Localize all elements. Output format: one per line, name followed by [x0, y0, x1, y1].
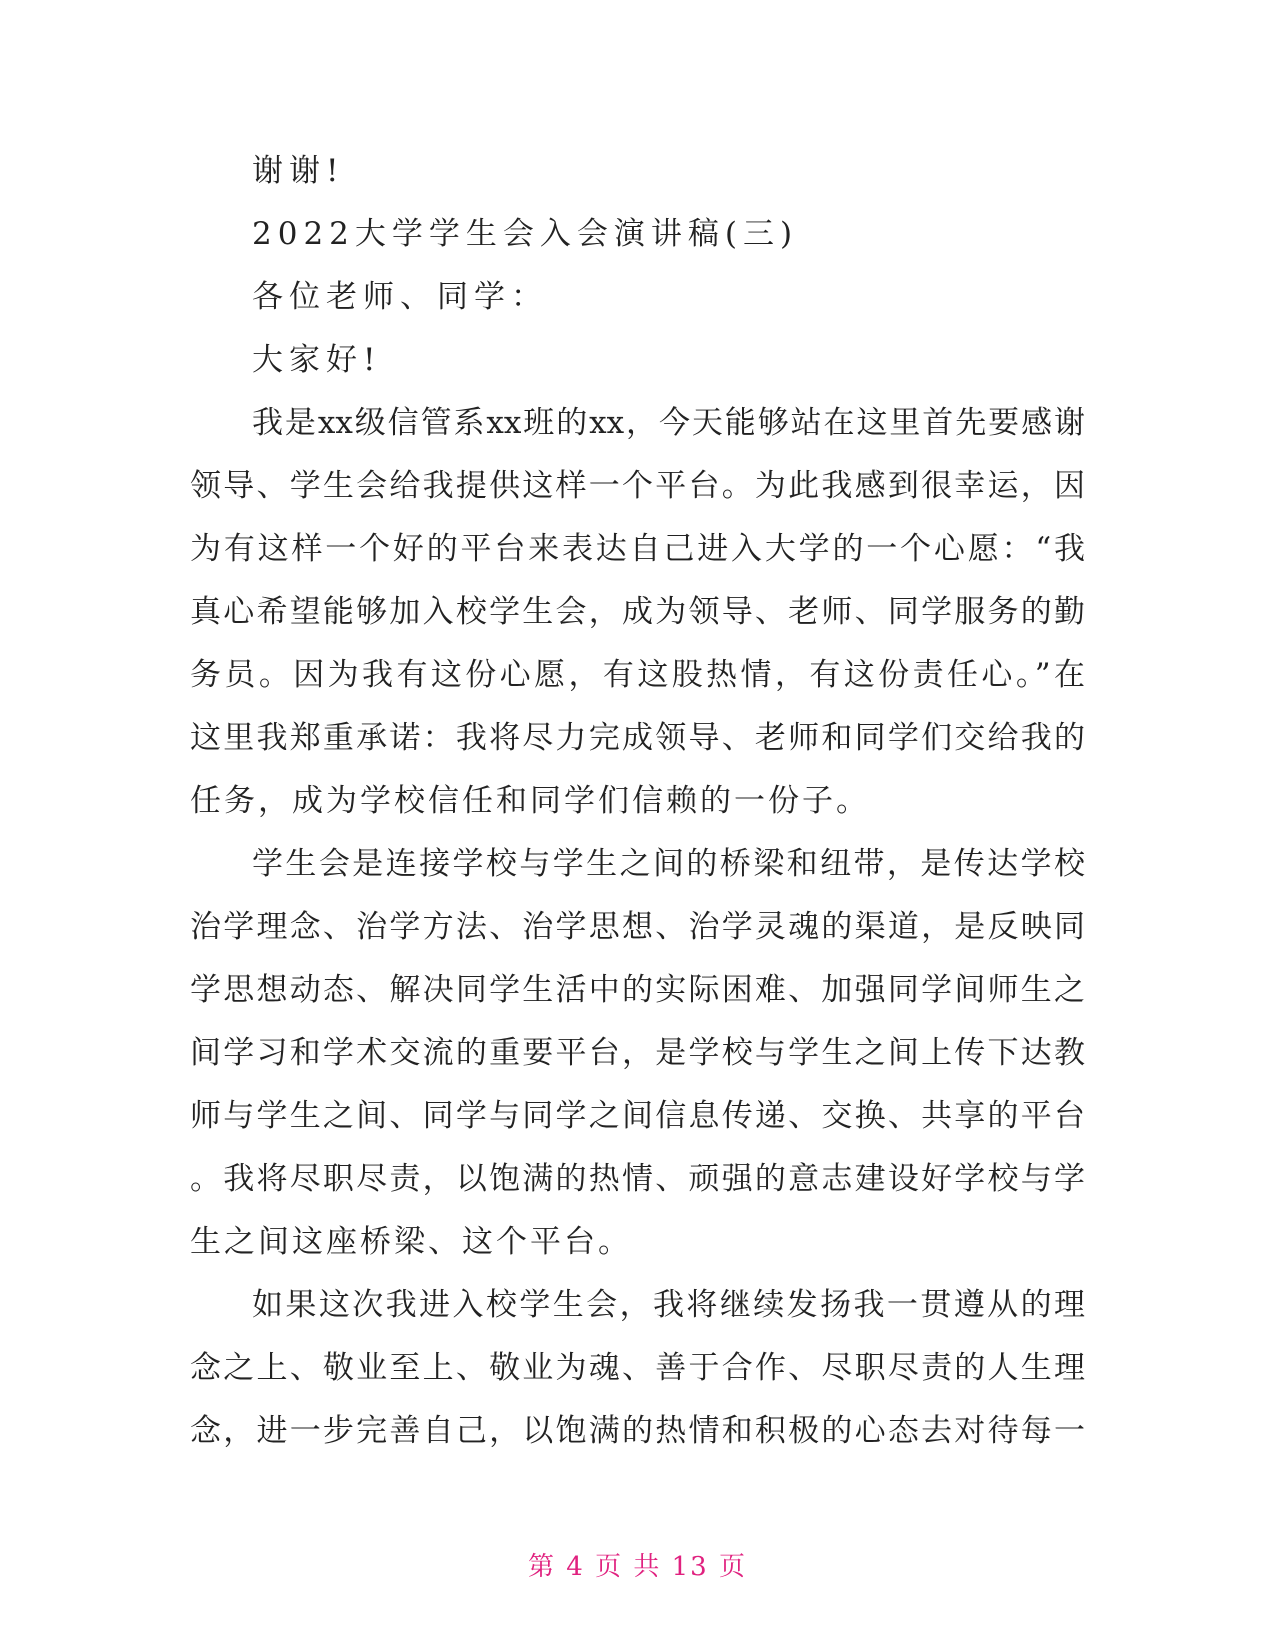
text-line: 生之间这座桥梁、这个平台。 [190, 1224, 632, 1260]
text-line: 任务，成为学校信任和同学们信赖的一份子。 [190, 783, 870, 819]
text-line: 这里我郑重承诺：我将尽力完成领导、老师和同学们交给我的 [190, 720, 1085, 756]
text-line: 念之上、敬业至上、敬业为魂、善于合作、尽职尽责的人生理 [190, 1350, 1085, 1386]
text-line: 师与学生之间、同学与同学之间信息传递、交换、共享的平台 [190, 1098, 1085, 1134]
text-line: 如果这次我进入校学生会，我将继续发扬我一贯遵从的理 [252, 1287, 1085, 1323]
text-line: 治学理念、治学方法、治学思想、治学灵魂的渠道，是反映同 [190, 909, 1085, 945]
text-line: 为有这样一个好的平台来表达自己进入大学的一个心愿：“我 [190, 531, 1085, 567]
text-line: 领导、学生会给我提供这样一个平台。为此我感到很幸运，因 [190, 468, 1085, 504]
text-line: 间学习和学术交流的重要平台，是学校与学生之间上传下达教 [190, 1035, 1085, 1071]
text-line: 学思想动态、解决同学生活中的实际困难、加强同学间师生之 [190, 972, 1085, 1008]
text-line: 真心希望能够加入校学生会，成为领导、老师、同学服务的勤 [190, 594, 1085, 630]
text-line: 念，进一步完善自己，以饱满的热情和积极的心态去对待每一 [190, 1413, 1085, 1449]
text-line: 我是xx级信管系xx班的xx，今天能够站在这里首先要感谢 [252, 405, 1085, 441]
page-number-footer [0, 1546, 1275, 1583]
page-number-text: 第 4 页 共 13 页 [528, 1552, 747, 1582]
text-line: 谢谢! [252, 153, 345, 189]
text-line: 学生会是连接学校与学生之间的桥梁和纽带，是传达学校 [252, 846, 1085, 882]
text-line: 2022大学学生会入会演讲稿(三) [252, 216, 799, 252]
text-line: 各位老师、同学： [252, 279, 548, 315]
text-line: 务员。因为我有这份心愿，有这股热情，有这份责任心。”在 [190, 657, 1085, 693]
document-body [190, 140, 1085, 1463]
text-line: 大家好! [252, 342, 382, 378]
text-line: 。我将尽职尽责，以饱满的热情、顽强的意志建设好学校与学 [190, 1161, 1085, 1197]
